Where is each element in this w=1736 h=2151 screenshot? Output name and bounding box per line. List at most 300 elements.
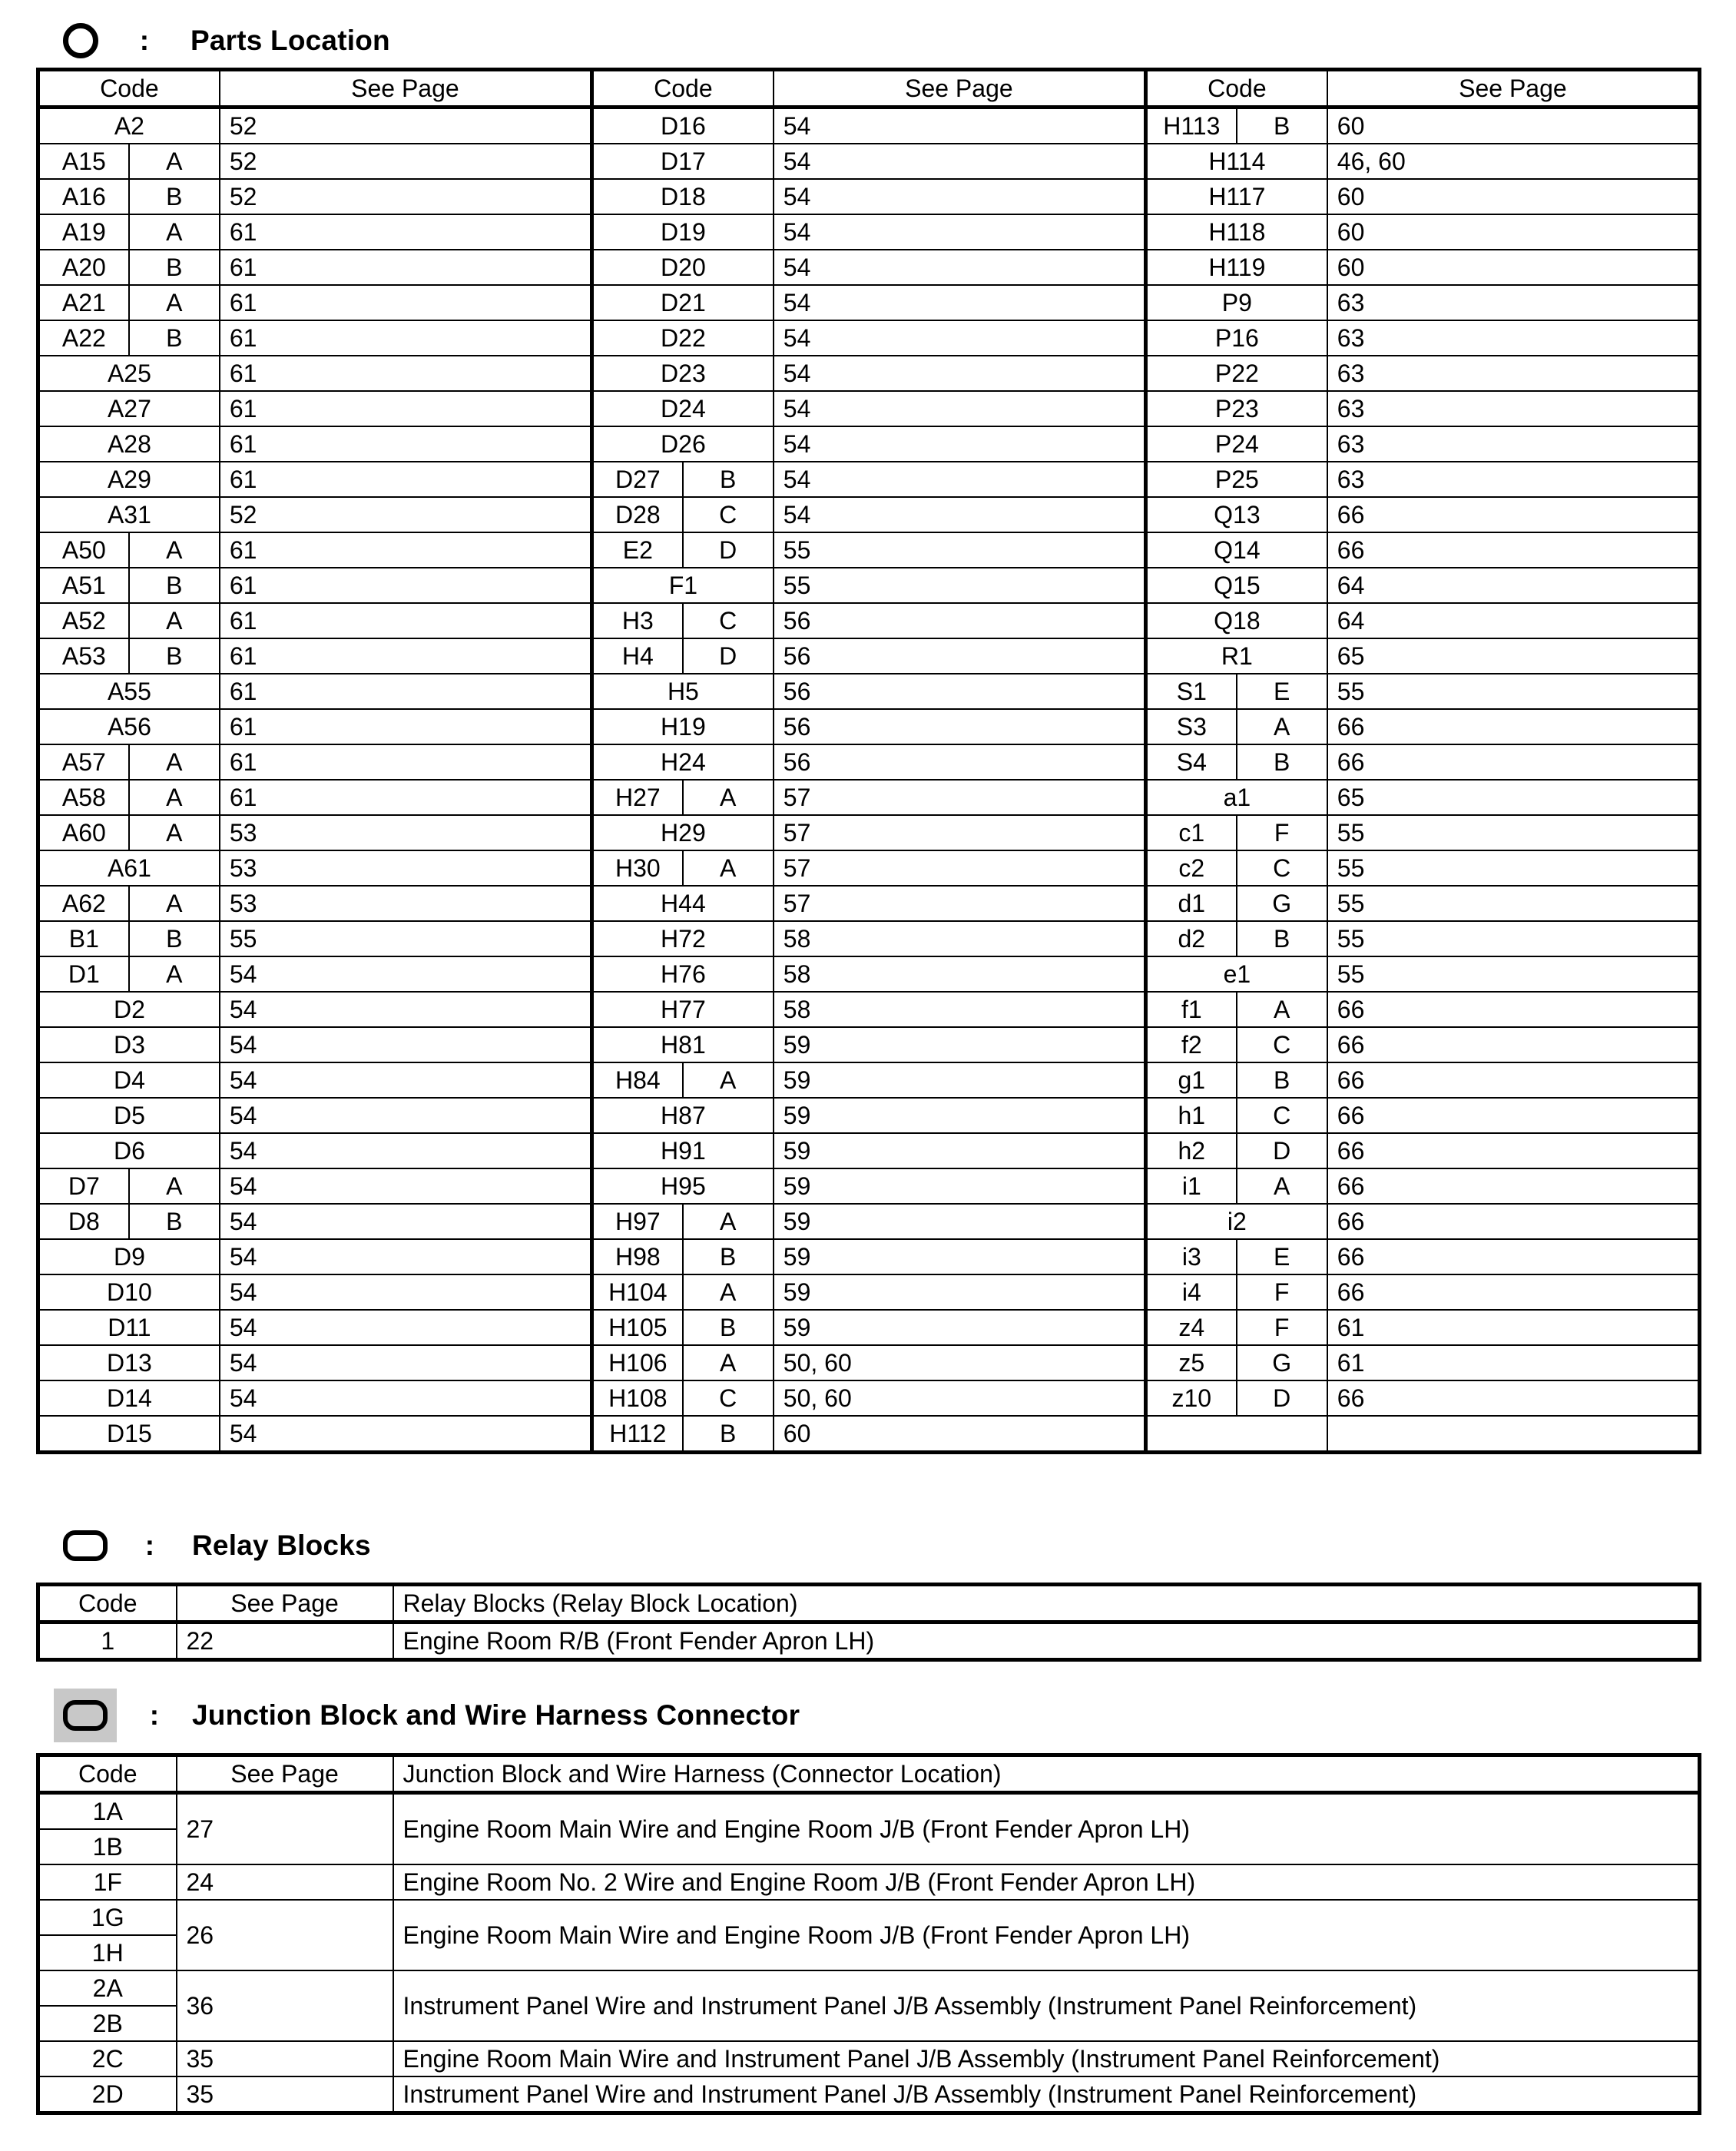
relay-blocks-table — [36, 1583, 1701, 1662]
table-row — [38, 320, 1700, 356]
part-code: A20 — [38, 250, 129, 285]
part-code: P22 — [1145, 356, 1327, 391]
part-see-page: 54 — [774, 462, 1146, 497]
junction-header-row — [38, 1755, 1700, 1793]
part-code: d2 — [1145, 921, 1236, 956]
part-code: D8 — [38, 1204, 129, 1239]
part-code: z5 — [1145, 1345, 1236, 1380]
part-connector-letter: B — [129, 921, 220, 956]
part-see-page: 61 — [220, 391, 592, 426]
relay-blocks-title: Relay Blocks — [192, 1530, 371, 1561]
part-see-page: 54 — [774, 391, 1146, 426]
table-row — [38, 1380, 1700, 1416]
part-see-page: 61 — [220, 356, 592, 391]
part-code: H117 — [1145, 179, 1327, 214]
table-row — [38, 1864, 1700, 1900]
part-code: D11 — [38, 1310, 220, 1345]
table-row — [38, 956, 1700, 992]
part-code: A31 — [38, 497, 220, 532]
part-see-page: 59 — [774, 1168, 1146, 1204]
junction-see-page: 35 — [177, 2041, 393, 2076]
part-connector-letter: B — [129, 1204, 220, 1239]
part-see-page: 55 — [1327, 815, 1700, 850]
part-see-page: 57 — [774, 815, 1146, 850]
see-page-header: See Page — [1327, 70, 1700, 108]
table-row — [38, 1622, 1700, 1660]
part-connector-letter: F — [1237, 815, 1327, 850]
part-see-page: 52 — [220, 497, 592, 532]
table-row — [38, 1027, 1700, 1062]
part-connector-letter: B — [1237, 1062, 1327, 1098]
part-see-page: 54 — [220, 1239, 592, 1274]
part-code: H77 — [591, 992, 773, 1027]
part-code: D17 — [591, 144, 773, 179]
part-code: g1 — [1145, 1062, 1236, 1098]
part-connector-letter: A — [683, 1204, 774, 1239]
part-connector-letter: B — [129, 179, 220, 214]
part-see-page: 61 — [220, 320, 592, 356]
junction-code: 1A — [38, 1793, 177, 1830]
part-code: f2 — [1145, 1027, 1236, 1062]
table-row — [38, 921, 1700, 956]
part-see-page: 61 — [220, 603, 592, 638]
table-row — [38, 603, 1700, 638]
part-code: D19 — [591, 214, 773, 250]
part-connector-letter: A — [129, 532, 220, 568]
part-code: F1 — [591, 568, 773, 603]
part-see-page: 66 — [1327, 1098, 1700, 1133]
part-code: H113 — [1145, 108, 1236, 144]
table-row — [38, 568, 1700, 603]
part-code: A27 — [38, 391, 220, 426]
table-row — [38, 1900, 1700, 1935]
code-header: Code — [591, 70, 773, 108]
part-code: D6 — [38, 1133, 220, 1168]
parts-location-title: Parts Location — [190, 25, 390, 56]
relay-page: 22 — [177, 1622, 393, 1660]
part-see-page: 57 — [774, 886, 1146, 921]
table-row — [38, 674, 1700, 709]
table-row — [38, 815, 1700, 850]
part-see-page: 63 — [1327, 462, 1700, 497]
part-code: f1 — [1145, 992, 1236, 1027]
part-see-page: 54 — [220, 1168, 592, 1204]
part-code: i3 — [1145, 1239, 1236, 1274]
table-row — [38, 886, 1700, 921]
part-connector-letter: B — [129, 638, 220, 674]
junction-description: Engine Room Main Wire and Engine Room J/B (Front Fender Apron LH) — [393, 1793, 1700, 1865]
part-code: A58 — [38, 780, 129, 815]
part-connector-letter: D — [683, 532, 774, 568]
part-code: D3 — [38, 1027, 220, 1062]
part-code: P24 — [1145, 426, 1327, 462]
part-connector-letter: A — [1237, 992, 1327, 1027]
part-see-page: 61 — [1327, 1310, 1700, 1345]
junction-code: 2D — [38, 2076, 177, 2113]
table-row — [38, 1345, 1700, 1380]
junction-see-page: 36 — [177, 1970, 393, 2041]
table-row — [38, 2041, 1700, 2076]
part-connector-letter: B — [1237, 921, 1327, 956]
table-row — [38, 144, 1700, 179]
junction-code: 2C — [38, 2041, 177, 2076]
part-see-page: 53 — [220, 850, 592, 886]
part-connector-letter: G — [1237, 886, 1327, 921]
part-code: D16 — [591, 108, 773, 144]
part-code: i4 — [1145, 1274, 1236, 1310]
part-code: H3 — [591, 603, 682, 638]
part-see-page: 63 — [1327, 391, 1700, 426]
part-code: H97 — [591, 1204, 682, 1239]
part-code: H24 — [591, 744, 773, 780]
part-code: H29 — [591, 815, 773, 850]
part-see-page: 52 — [220, 144, 592, 179]
junction-see-page: 24 — [177, 1864, 393, 1900]
junction-code: 2A — [38, 1970, 177, 2006]
part-see-page: 54 — [774, 144, 1146, 179]
part-see-page: 66 — [1327, 709, 1700, 744]
part-connector-letter: E — [1237, 1239, 1327, 1274]
part-see-page: 54 — [220, 1416, 592, 1453]
part-see-page — [1327, 1416, 1700, 1453]
part-code: A25 — [38, 356, 220, 391]
part-see-page: 60 — [1327, 108, 1700, 144]
table-row — [38, 1098, 1700, 1133]
part-connector-letter: B — [129, 250, 220, 285]
table-row — [38, 426, 1700, 462]
part-code: c2 — [1145, 850, 1236, 886]
part-see-page: 60 — [774, 1416, 1146, 1453]
part-see-page: 63 — [1327, 426, 1700, 462]
relay-blocks-heading — [63, 1519, 371, 1573]
part-see-page: 66 — [1327, 1380, 1700, 1416]
part-connector-letter: C — [683, 497, 774, 532]
part-see-page: 65 — [1327, 780, 1700, 815]
part-see-page: 60 — [1327, 214, 1700, 250]
part-see-page: 66 — [1327, 497, 1700, 532]
table-row — [38, 391, 1700, 426]
junction-see-page: 27 — [177, 1793, 393, 1865]
part-connector-letter: A — [129, 603, 220, 638]
part-code: P23 — [1145, 391, 1327, 426]
junction-description: Engine Room Main Wire and Instrument Panel J/B Assembly (Instrument Panel Reinforcement) — [393, 2041, 1700, 2076]
part-code: S4 — [1145, 744, 1236, 780]
table-row — [38, 1793, 1700, 1830]
part-code: H108 — [591, 1380, 682, 1416]
part-see-page: 50, 60 — [774, 1345, 1146, 1380]
part-see-page: 54 — [774, 426, 1146, 462]
table-row — [38, 2076, 1700, 2113]
part-connector-letter: A — [129, 886, 220, 921]
table-row — [38, 214, 1700, 250]
part-code: S3 — [1145, 709, 1236, 744]
part-see-page: 54 — [220, 1274, 592, 1310]
part-connector-letter: A — [129, 956, 220, 992]
part-see-page: 54 — [220, 1133, 592, 1168]
part-see-page: 54 — [774, 356, 1146, 391]
table-row — [38, 638, 1700, 674]
part-connector-letter: E — [1237, 674, 1327, 709]
part-see-page: 66 — [1327, 1133, 1700, 1168]
part-code: A15 — [38, 144, 129, 179]
part-connector-letter: B — [1237, 744, 1327, 780]
table-row — [38, 1416, 1700, 1453]
junction-see-page: 35 — [177, 2076, 393, 2113]
part-connector-letter: F — [1237, 1310, 1327, 1345]
part-connector-letter: C — [683, 603, 774, 638]
part-see-page: 66 — [1327, 992, 1700, 1027]
part-code: H112 — [591, 1416, 682, 1453]
part-code: A52 — [38, 603, 129, 638]
part-code: z10 — [1145, 1380, 1236, 1416]
part-code: A56 — [38, 709, 220, 744]
junction-description: Engine Room Main Wire and Engine Room J/B (Front Fender Apron LH) — [393, 1900, 1700, 1970]
table-row — [38, 1168, 1700, 1204]
junction-see-page: 26 — [177, 1900, 393, 1970]
part-code: H87 — [591, 1098, 773, 1133]
part-see-page: 63 — [1327, 285, 1700, 320]
part-code: S1 — [1145, 674, 1236, 709]
part-code: H98 — [591, 1239, 682, 1274]
junction-code: 1F — [38, 1864, 177, 1900]
part-code: D28 — [591, 497, 682, 532]
part-see-page: 65 — [1327, 638, 1700, 674]
table-row — [38, 285, 1700, 320]
part-see-page: 66 — [1327, 1239, 1700, 1274]
part-code: D9 — [38, 1239, 220, 1274]
part-see-page: 59 — [774, 1098, 1146, 1133]
part-see-page: 59 — [774, 1062, 1146, 1098]
part-code: c1 — [1145, 815, 1236, 850]
junction-code: 1G — [38, 1900, 177, 1935]
part-see-page: 52 — [220, 108, 592, 144]
part-code: H5 — [591, 674, 773, 709]
part-code: i2 — [1145, 1204, 1327, 1239]
part-see-page: 56 — [774, 674, 1146, 709]
part-see-page: 58 — [774, 921, 1146, 956]
table-row — [38, 1310, 1700, 1345]
part-see-page: 56 — [774, 638, 1146, 674]
part-code: H105 — [591, 1310, 682, 1345]
part-code: P16 — [1145, 320, 1327, 356]
part-see-page: 54 — [220, 1204, 592, 1239]
part-code: H30 — [591, 850, 682, 886]
part-see-page: 59 — [774, 1133, 1146, 1168]
part-connector-letter: A — [1237, 709, 1327, 744]
part-code: Q13 — [1145, 497, 1327, 532]
part-see-page: 54 — [774, 214, 1146, 250]
part-see-page: 56 — [774, 603, 1146, 638]
table-row — [38, 744, 1700, 780]
part-code: D23 — [591, 356, 773, 391]
part-code: H27 — [591, 780, 682, 815]
part-code: P25 — [1145, 462, 1327, 497]
table-row — [38, 1133, 1700, 1168]
part-code: d1 — [1145, 886, 1236, 921]
part-connector-letter: D — [1237, 1133, 1327, 1168]
part-code: B1 — [38, 921, 129, 956]
part-see-page: 59 — [774, 1204, 1146, 1239]
part-connector-letter: B — [683, 462, 774, 497]
part-connector-letter: F — [1237, 1274, 1327, 1310]
part-see-page: 46, 60 — [1327, 144, 1700, 179]
part-see-page: 61 — [220, 426, 592, 462]
part-code: D18 — [591, 179, 773, 214]
part-see-page: 66 — [1327, 744, 1700, 780]
part-code: i1 — [1145, 1168, 1236, 1204]
part-connector-letter: A — [683, 1062, 774, 1098]
part-code: D20 — [591, 250, 773, 285]
part-code: A16 — [38, 179, 129, 214]
table-row — [38, 850, 1700, 886]
part-code: H106 — [591, 1345, 682, 1380]
table-row — [38, 532, 1700, 568]
part-code: Q18 — [1145, 603, 1327, 638]
part-code: A50 — [38, 532, 129, 568]
parts-location-table — [36, 68, 1701, 1454]
part-see-page: 59 — [774, 1274, 1146, 1310]
code-header: Code — [1145, 70, 1327, 108]
part-code: D4 — [38, 1062, 220, 1098]
table-row — [38, 108, 1700, 144]
part-connector-letter: A — [129, 214, 220, 250]
see-page-header: See Page — [774, 70, 1146, 108]
part-code: H76 — [591, 956, 773, 992]
part-code: D21 — [591, 285, 773, 320]
junction-code: 1H — [38, 1935, 177, 1970]
junction-block-heading — [63, 1689, 800, 1742]
part-see-page: 54 — [774, 497, 1146, 532]
part-connector-letter: C — [683, 1380, 774, 1416]
part-see-page: 53 — [220, 886, 592, 921]
part-code: H104 — [591, 1274, 682, 1310]
part-code: H114 — [1145, 144, 1327, 179]
part-connector-letter: A — [683, 1345, 774, 1380]
parts-location-heading — [63, 14, 390, 68]
part-see-page: 54 — [774, 250, 1146, 285]
part-code: H81 — [591, 1027, 773, 1062]
junction-description: Engine Room No. 2 Wire and Engine Room J/B (Front Fender Apron LH) — [393, 1864, 1700, 1900]
part-code — [1145, 1416, 1327, 1453]
part-see-page: 54 — [220, 1098, 592, 1133]
table-row — [38, 179, 1700, 214]
part-see-page: 66 — [1327, 1274, 1700, 1310]
part-code: R1 — [1145, 638, 1327, 674]
table-row — [38, 1239, 1700, 1274]
connector-location-header: Junction Block and Wire Harness (Connector Location) — [393, 1755, 1700, 1793]
part-see-page: 54 — [774, 320, 1146, 356]
table-row — [38, 497, 1700, 532]
part-code: A22 — [38, 320, 129, 356]
part-see-page: 59 — [774, 1310, 1146, 1345]
part-code: H84 — [591, 1062, 682, 1098]
part-see-page: 54 — [220, 992, 592, 1027]
part-connector-letter: C — [1237, 1027, 1327, 1062]
part-connector-letter: D — [1237, 1380, 1327, 1416]
heading-colon: : — [149, 1699, 160, 1731]
part-see-page: 61 — [220, 532, 592, 568]
part-see-page: 55 — [1327, 886, 1700, 921]
part-see-page: 61 — [1327, 1345, 1700, 1380]
part-code: H95 — [591, 1168, 773, 1204]
part-code: D2 — [38, 992, 220, 1027]
part-see-page: 61 — [220, 744, 592, 780]
heading-colon: : — [144, 1530, 155, 1561]
table-row — [38, 1062, 1700, 1098]
see-page-header: See Page — [177, 1755, 393, 1793]
shaded-rounded-rect-icon — [63, 1700, 108, 1731]
part-connector-letter: A — [683, 1274, 774, 1310]
part-code: A60 — [38, 815, 129, 850]
part-connector-letter: B — [683, 1239, 774, 1274]
heading-colon: : — [139, 25, 150, 56]
part-see-page: 66 — [1327, 1062, 1700, 1098]
part-see-page: 57 — [774, 850, 1146, 886]
part-see-page: 54 — [774, 179, 1146, 214]
part-code: D10 — [38, 1274, 220, 1310]
part-code: H44 — [591, 886, 773, 921]
junction-code: 1B — [38, 1829, 177, 1864]
part-connector-letter: B — [683, 1416, 774, 1453]
part-see-page: 58 — [774, 956, 1146, 992]
part-see-page: 52 — [220, 179, 592, 214]
part-see-page: 63 — [1327, 356, 1700, 391]
see-page-header: See Page — [177, 1585, 393, 1622]
table-row — [38, 1204, 1700, 1239]
part-connector-letter: G — [1237, 1345, 1327, 1380]
part-see-page: 61 — [220, 780, 592, 815]
table-row — [38, 1970, 1700, 2006]
part-see-page: 55 — [1327, 921, 1700, 956]
part-see-page: 61 — [220, 568, 592, 603]
part-see-page: 54 — [220, 1310, 592, 1345]
part-code: A2 — [38, 108, 220, 144]
part-see-page: 61 — [220, 250, 592, 285]
part-connector-letter: B — [1237, 108, 1327, 144]
part-code: H72 — [591, 921, 773, 956]
part-see-page: 56 — [774, 709, 1146, 744]
junction-block-table — [36, 1753, 1701, 2115]
junction-code: 2B — [38, 2006, 177, 2041]
part-see-page: 66 — [1327, 1204, 1700, 1239]
part-code: A55 — [38, 674, 220, 709]
part-code: D27 — [591, 462, 682, 497]
part-code: D22 — [591, 320, 773, 356]
relay-description: Engine Room R/B (Front Fender Apron LH) — [393, 1622, 1700, 1660]
table-row — [38, 1274, 1700, 1310]
part-connector-letter: B — [129, 320, 220, 356]
part-code: A51 — [38, 568, 129, 603]
part-code: A62 — [38, 886, 129, 921]
part-code: H19 — [591, 709, 773, 744]
part-connector-letter: A — [1237, 1168, 1327, 1204]
part-see-page: 64 — [1327, 603, 1700, 638]
part-see-page: 61 — [220, 285, 592, 320]
code-header: Code — [38, 1585, 177, 1622]
part-code: D15 — [38, 1416, 220, 1453]
part-connector-letter: A — [129, 780, 220, 815]
part-see-page: 61 — [220, 638, 592, 674]
part-connector-letter: A — [129, 1168, 220, 1204]
table-row — [38, 250, 1700, 285]
part-see-page: 53 — [220, 815, 592, 850]
part-code: Q14 — [1145, 532, 1327, 568]
code-header: Code — [38, 70, 220, 108]
part-code: A29 — [38, 462, 220, 497]
part-connector-letter: B — [683, 1310, 774, 1345]
part-code: A61 — [38, 850, 220, 886]
relay-location-header: Relay Blocks (Relay Block Location) — [393, 1585, 1700, 1622]
